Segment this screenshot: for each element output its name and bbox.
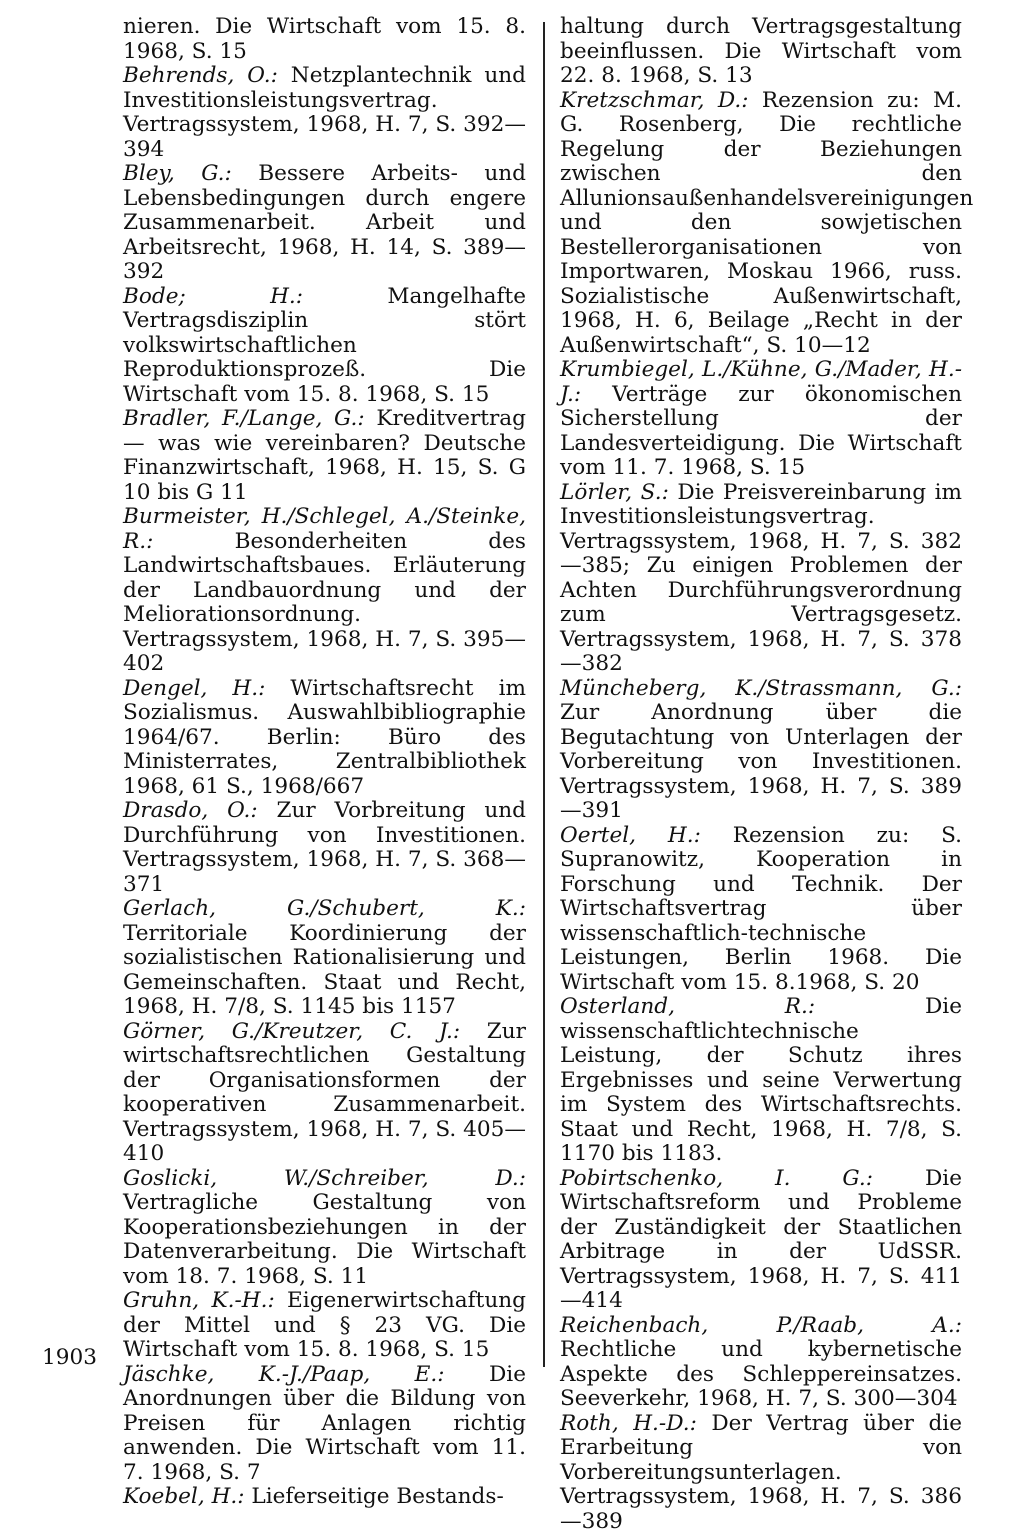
entry-text: Die Preisvereinbarung im Investitionsleistungsvertrag. Vertragssystem, 1968, H. 7, S. 382—385; Zu einigen Problemen der Achten Durchführungsverordnung zum Vertragsgesetz. Vertragssystem, 1968, H. 7, S. 378—382	[560, 480, 962, 677]
bib-entry	[123, 897, 526, 1020]
bib-entry	[123, 162, 526, 285]
page-number: 1903	[42, 1346, 97, 1371]
entry-author: Dengel, H.:	[123, 676, 265, 701]
entry-text: Die Anordnungen über die Bildung von Preisen für Anlagen richtig anwenden. Die Wirtschaft vom 11. 7. 1968, S. 7	[123, 1362, 526, 1485]
entry-text: Zur Anordnung über die Begutachtung von Unterlagen der Vorbereitung von Investitionen. Vertragssystem, 1968, H. 7, S. 389—391	[560, 700, 962, 823]
entry-text: Die Wirtschaftsreform und Probleme der Zuständigkeit der Staatlichen Arbitrage in der UdSSR. Vertragssystem, 1968, H. 7, S. 411—414	[560, 1166, 962, 1314]
entry-text: Netzplantechnik und Investitionsleistungsvertrag. Vertragssystem, 1968, H. 7, S. 392—394	[123, 63, 526, 162]
bib-entry	[560, 89, 962, 359]
entry-text: Verträge zur ökonomischen Sicherstellung der Landesverteidigung. Die Wirtschaft vom 11. 7. 1968, S. 15	[560, 382, 962, 481]
bib-entry	[560, 1167, 962, 1314]
entry-author: Drasdo, O.:	[123, 798, 258, 823]
entry-author: Gruhn, K.-H.:	[123, 1288, 275, 1313]
entry-author: Goslicki, W./Schreiber, D.:	[123, 1166, 526, 1191]
bib-entry	[123, 285, 526, 408]
bib-entry	[123, 1363, 526, 1486]
entry-author: Görner, G./Kreutzer, C. J.:	[123, 1019, 460, 1044]
left-lead-text: nieren. Die Wirtschaft vom 15. 8. 1968, S. 15	[123, 15, 526, 64]
bib-entry	[123, 1167, 526, 1290]
bib-entry	[560, 995, 962, 1167]
entry-author: Müncheberg, K./Strassmann, G.:	[560, 676, 962, 701]
right-lead-text: haltung durch Vertragsgestaltung beeinflussen. Die Wirtschaft vom 22. 8. 1968, S. 13	[560, 15, 962, 89]
bib-entry	[560, 824, 962, 996]
entry-text: Territoriale Koordinierung der sozialistischen Rationalisierung und Gemeinschaften. Staat und Recht, 1968, H. 7/8, S. 1145 bis 1157	[123, 921, 526, 1020]
left-column	[123, 15, 526, 1510]
entry-text: Zur Vorbreitung und Durchführung von Investitionen. Vertragssystem, 1968, H. 7, S. 368—371	[123, 798, 526, 897]
entry-author: Krumbiegel, L./Kühne, G./Mader, H.-J.:	[560, 357, 962, 407]
entry-author: Oertel, H.:	[560, 823, 701, 848]
entry-text: Rezension zu: M. G. Rosenberg, Die rechtliche Regelung der Beziehungen zwischen den Allunionsaußenhandelsvereinigungen und den sowjetischen Bestellerorganisationen von Importwaren, Moskau 1966, russ. Sozialistische Außenwirtschaft, 1968, H. 6, Beilage „Recht in der Außenwirtschaft“, S. 10—12	[560, 88, 973, 358]
entry-text: Eigenerwirtschaftung der Mittel und § 23 VG. Die Wirtschaft vom 15. 8. 1968, S. 15	[123, 1288, 526, 1362]
entry-text: Die wissenschaftlichtechnische Leistung, der Schutz ihres Ergebnisses und seine Verwertung im System des Wirtschaftsrechts. Staat und Recht, 1968, H. 7/8, S. 1170 bis 1183.	[560, 994, 962, 1166]
entry-text: Vertragliche Gestaltung von Kooperationsbeziehungen in der Datenverarbeitung. Die Wirtschaft vom 18. 7. 1968, S. 11	[123, 1190, 526, 1289]
entry-author: Lörler, S.:	[560, 480, 669, 505]
entry-author: Burmeister, H./Schlegel, A./Steinke, R.:	[123, 504, 526, 554]
entry-author: Behrends, O.:	[123, 63, 278, 88]
bib-entry	[560, 677, 962, 824]
entry-text: Mangelhafte Vertragsdisziplin stört volkswirtschaftlichen Reproduktionsprozeß. Die Wirtschaft vom 15. 8. 1968, S. 15	[123, 284, 526, 407]
bib-entry	[123, 677, 526, 800]
right-column	[560, 15, 962, 1534]
column-divider	[543, 22, 545, 1367]
bib-entry	[123, 407, 526, 505]
bib-entry	[560, 358, 962, 481]
bib-entry	[560, 1412, 962, 1534]
entry-author: Kretzschmar, D.:	[560, 88, 749, 113]
bib-entry	[123, 1020, 526, 1167]
entry-text: Bessere Arbeits- und Lebensbedingungen durch engere Zusammenarbeit. Arbeit und Arbeitsrecht, 1968, H. 14, S. 389—392	[123, 161, 526, 284]
bib-entry	[123, 1289, 526, 1363]
entry-text: Lieferseitige Bestands-	[245, 1484, 504, 1509]
entry-author: Gerlach, G./Schubert, K.:	[123, 896, 526, 921]
bib-entry	[123, 505, 526, 677]
bib-entry	[123, 799, 526, 897]
entry-author: Bley, G.:	[123, 161, 232, 186]
entry-author: Roth, H.-D.:	[560, 1411, 697, 1436]
entry-author: Pobirtschenko, I. G.:	[560, 1166, 873, 1191]
entry-text: Kreditvertrag — was wie vereinbaren? Deutsche Finanzwirtschaft, 1968, H. 15, S. G 10 bis G 11	[123, 406, 526, 505]
entry-author: Jäschke, K.-J./Paap, E.:	[123, 1362, 445, 1387]
entry-text: Rezension zu: S. Supranowitz, Kooperation in Forschung und Technik. Der Wirtschaftsvertrag über wissenschaftlich-technische Leistungen, Berlin 1968. Die Wirtschaft vom 15. 8.1968, S. 20	[560, 823, 962, 995]
bib-entry	[123, 64, 526, 162]
entry-author: Bradler, F./Lange, G.:	[123, 406, 365, 431]
bib-entry	[560, 1314, 962, 1412]
bib-entry	[560, 481, 962, 677]
entry-author: Koebel, H.:	[123, 1484, 245, 1509]
entry-text: Wirtschaftsrecht im Sozialismus. Auswahlbibliographie 1964/67. Berlin: Büro des Ministerrates, Zentralbibliothek 1968, 61 S., 1968/667	[123, 676, 526, 799]
entry-author: Bode; H.:	[123, 284, 303, 309]
entry-text: Rechtliche und kybernetische Aspekte des Schleppereinsatzes. Seeverkehr, 1968, H. 7, S. 300—304	[560, 1337, 962, 1411]
bib-entry	[123, 1485, 526, 1510]
entry-author: Reichenbach, P./Raab, A.:	[560, 1313, 962, 1338]
entry-text: Der Vertrag über die Erarbeitung von Vorbereitungsunterlagen. Vertragssystem, 1968, H. 7, S. 386—389	[560, 1411, 962, 1534]
entry-author: Osterland, R.:	[560, 994, 815, 1019]
entry-text: Zur wirtschaftsrechtlichen Gestaltung der Organisationsformen der kooperativen Zusammenarbeit. Vertragssystem, 1968, H. 7, S. 405—410	[123, 1019, 526, 1167]
entry-text: Besonderheiten des Landwirtschaftsbaues. Erläuterung der Landbauordnung und der Meliorationsordnung. Vertragssystem, 1968, H. 7, S. 395—402	[123, 529, 526, 677]
